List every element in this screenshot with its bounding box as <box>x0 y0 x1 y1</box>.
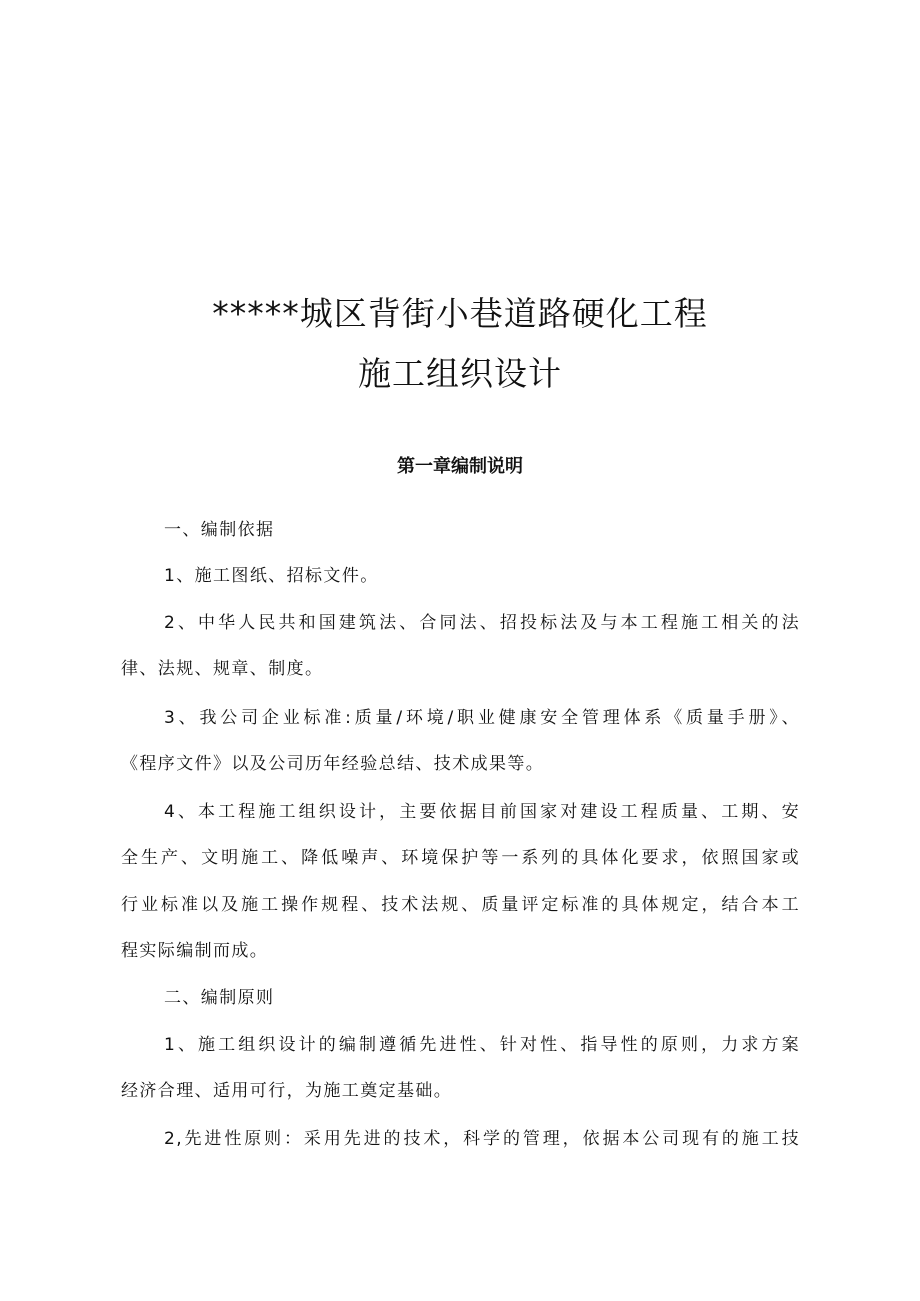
paragraph-line: 1、施工图纸、招标文件。 <box>164 566 379 586</box>
paragraph-line: 程实际编制而成。 <box>121 941 269 961</box>
paragraph-line: 全生产、文明施工、降低噪声、环境保护等一系列的具体化要求，依照国家或 <box>121 848 800 868</box>
paragraph-line: 《程序文件》以及公司历年经验总结、技术成果等。 <box>121 754 545 774</box>
paragraph-line: 2、中华人民共和国建筑法、合同法、招投标法及与本工程施工相关的法 <box>164 613 800 633</box>
paragraph-line: 2,先进性原则：采用先进的技术，科学的管理，依据本公司现有的施工技 <box>164 1129 800 1149</box>
paragraph-line: 3、我公司企业标准:质量/环境/职业健康安全管理体系《质量手册》、 <box>164 708 800 728</box>
document-title-line-1: *****城区背街小巷道路硬化工程 <box>212 294 708 333</box>
paragraph-line: 经济合理、适用可行，为施工奠定基础。 <box>121 1081 453 1101</box>
paragraph-line: 行业标准以及施工操作规程、技术法规、质量评定标准的具体规定，结合本工 <box>121 895 800 915</box>
section-heading-basis: 一、编制依据 <box>164 520 275 540</box>
paragraph-line: 律、法规、规章、制度。 <box>121 659 324 679</box>
chapter-heading: 第一章编制说明 <box>397 456 523 477</box>
paragraph-line: 4、本工程施工组织设计，主要依据目前国家对建设工程质量、工期、安 <box>164 802 800 822</box>
document-title-line-2: 施工组织设计 <box>358 354 562 393</box>
paragraph-line: 1、施工组织设计的编制遵循先进性、针对性、指导性的原则，力求方案 <box>164 1035 800 1055</box>
section-heading-principles: 二、编制原则 <box>164 988 275 1008</box>
